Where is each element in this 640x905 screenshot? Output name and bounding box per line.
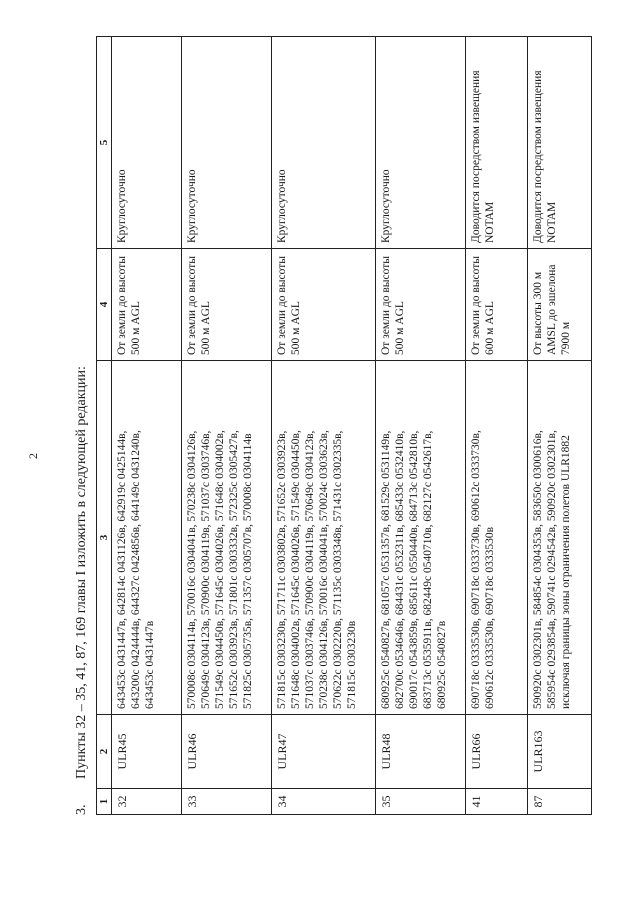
coordinates-line: 571815с 0303230в [346,620,358,709]
column-header: 3 [97,361,112,715]
coordinates-line: 680925с 0540827в [436,620,448,709]
item-number-cell: 41 [466,789,528,815]
activity-time-cell: Круглосуточно [182,37,272,249]
activity-time-cell: Круглосуточно [376,37,466,249]
item-number-cell: 34 [272,789,376,815]
zone-id-cell: ULR66 [466,715,528,789]
item-number-cell: 35 [376,789,466,815]
column-header: 1 [97,789,112,815]
item-number-cell: 87 [528,789,592,815]
table-row [528,37,592,815]
activity-time-cell: Круглосуточно [272,37,376,249]
coordinates-line: 690612с 0333530в, 690718с 0333530в [484,526,496,709]
coordinates-cell [466,361,528,715]
table-row [466,37,528,815]
altitude-limits-cell: От земли до высоты 500 м AGL [272,249,376,361]
coordinates-line: 585954с 0293854в, 590741с 0294542в, 590920с 0302301в, [546,430,558,709]
altitude-limits-cell: От земли до высоты 500 м AGL [182,249,272,361]
coordinates-line: 690718с 0333530в, 690718с 0333730в, 690612с 0333730в, [470,430,482,709]
coordinates-cell [272,361,376,715]
zone-id-cell: ULR46 [182,715,272,789]
table-row [376,37,466,815]
coordinates-line: 682700с 0534646в, 684431с 0532311в, 685433с 0532410в, [394,430,406,709]
intro-paragraph [74,366,90,815]
column-header: 2 [97,715,112,789]
activity-time-cell: Доводится посредством извещения NOTAM [466,37,528,249]
coordinates-cell [376,361,466,715]
coordinates-line: 571549с 0304450в, 571645с 0304026в, 571648с 0304002в, [214,430,226,709]
altitude-limits-cell: От земли до высоты 600 м AGL [466,249,528,361]
altitude-limits-cell: От земли до высоты 500 м AGL [112,249,182,361]
table-row [112,37,182,815]
coordinates-line: 571652с 0303923в, 571801с 0303332в, 572325с 0305427в, [228,430,240,709]
coordinates-line: 643453с 0431447в, 642814с 0431126в, 642919с 0425144в, [116,430,128,709]
coordinates-line: 643200с 0424444в, 644327с 0424856в, 644149с 0431240в, [130,430,142,709]
restricted-zones-table [96,36,592,815]
coordinates-line: 571815с 0303230в, 571711с 0303802в, 571652с 0303923в, [276,430,288,709]
coordinates-line: 571825с 0305735в, 571357с 0305707в, 570008с 0304114в [242,433,254,709]
coordinates-cell [182,361,272,715]
coordinates-cell [112,361,182,715]
coordinates-line: 690017с 0543859в, 685611с 0550440в, 684713с 0542810в, [408,430,420,709]
coordinates-line: 570008с 0304114в, 570016с 0304041в, 570238с 0304126в, [186,430,198,709]
coordinates-cell [528,361,592,715]
zone-id-cell: ULR163 [528,715,592,789]
coordinates-line: 643453с 0431447в [144,620,156,709]
intro-number: 3. [74,804,89,815]
column-header: 4 [97,249,112,361]
coordinates-line: 571037с 0303746в, 570900с 0304119в, 570649с 0304123в, [304,430,316,709]
coordinates-line: 570238с 0304126в, 570016с 0304041в, 570024с 0303623в, [318,430,330,709]
page-number: 2 [26,453,40,459]
zone-id-cell: ULR48 [376,715,466,789]
activity-time-cell: Доводится посредством извещения NOTAM [528,37,592,249]
intro-text: Пункты 32 – 35, 41, 87, 169 главы I изложить в следующей редакции: [74,366,89,779]
column-header: 5 [97,37,112,249]
coordinates-line: 570622с 0302220в, 571135с 0303348в, 571431с 0302335в, [332,430,344,709]
zone-id-cell: ULR45 [112,715,182,789]
coordinates-line: исключая границы зоны ограничения полетов ULR1882 [560,435,572,709]
table-row [182,37,272,815]
table-row [272,37,376,815]
altitude-limits-cell: От высоты 300 м AMSL до эшелона 7900 м [528,249,592,361]
item-number-cell: 33 [182,789,272,815]
coordinates-line: 570649с 0304123в, 570900с 0304119в, 571037с 0303746в, [200,430,212,709]
table-header-row [97,37,112,815]
altitude-limits-cell: От земли до высоты 500 м AGL [376,249,466,361]
item-number-cell: 32 [112,789,182,815]
activity-time-cell: Круглосуточно [112,37,182,249]
coordinates-line: 571648с 0304002в, 571645с 0304026в, 571549с 0304450в, [290,430,302,709]
coordinates-line: 680925с 0540827в, 681057с 0531357в, 681529с 0531149в, [380,430,392,709]
zone-id-cell: ULR47 [272,715,376,789]
coordinates-line: 683713с 0535911в, 682449с 0540710в, 682127с 0542617в, [422,430,434,709]
coordinates-line: 590920с 0302301в, 584854с 0304353в, 583650с 0300616в, [532,430,544,709]
